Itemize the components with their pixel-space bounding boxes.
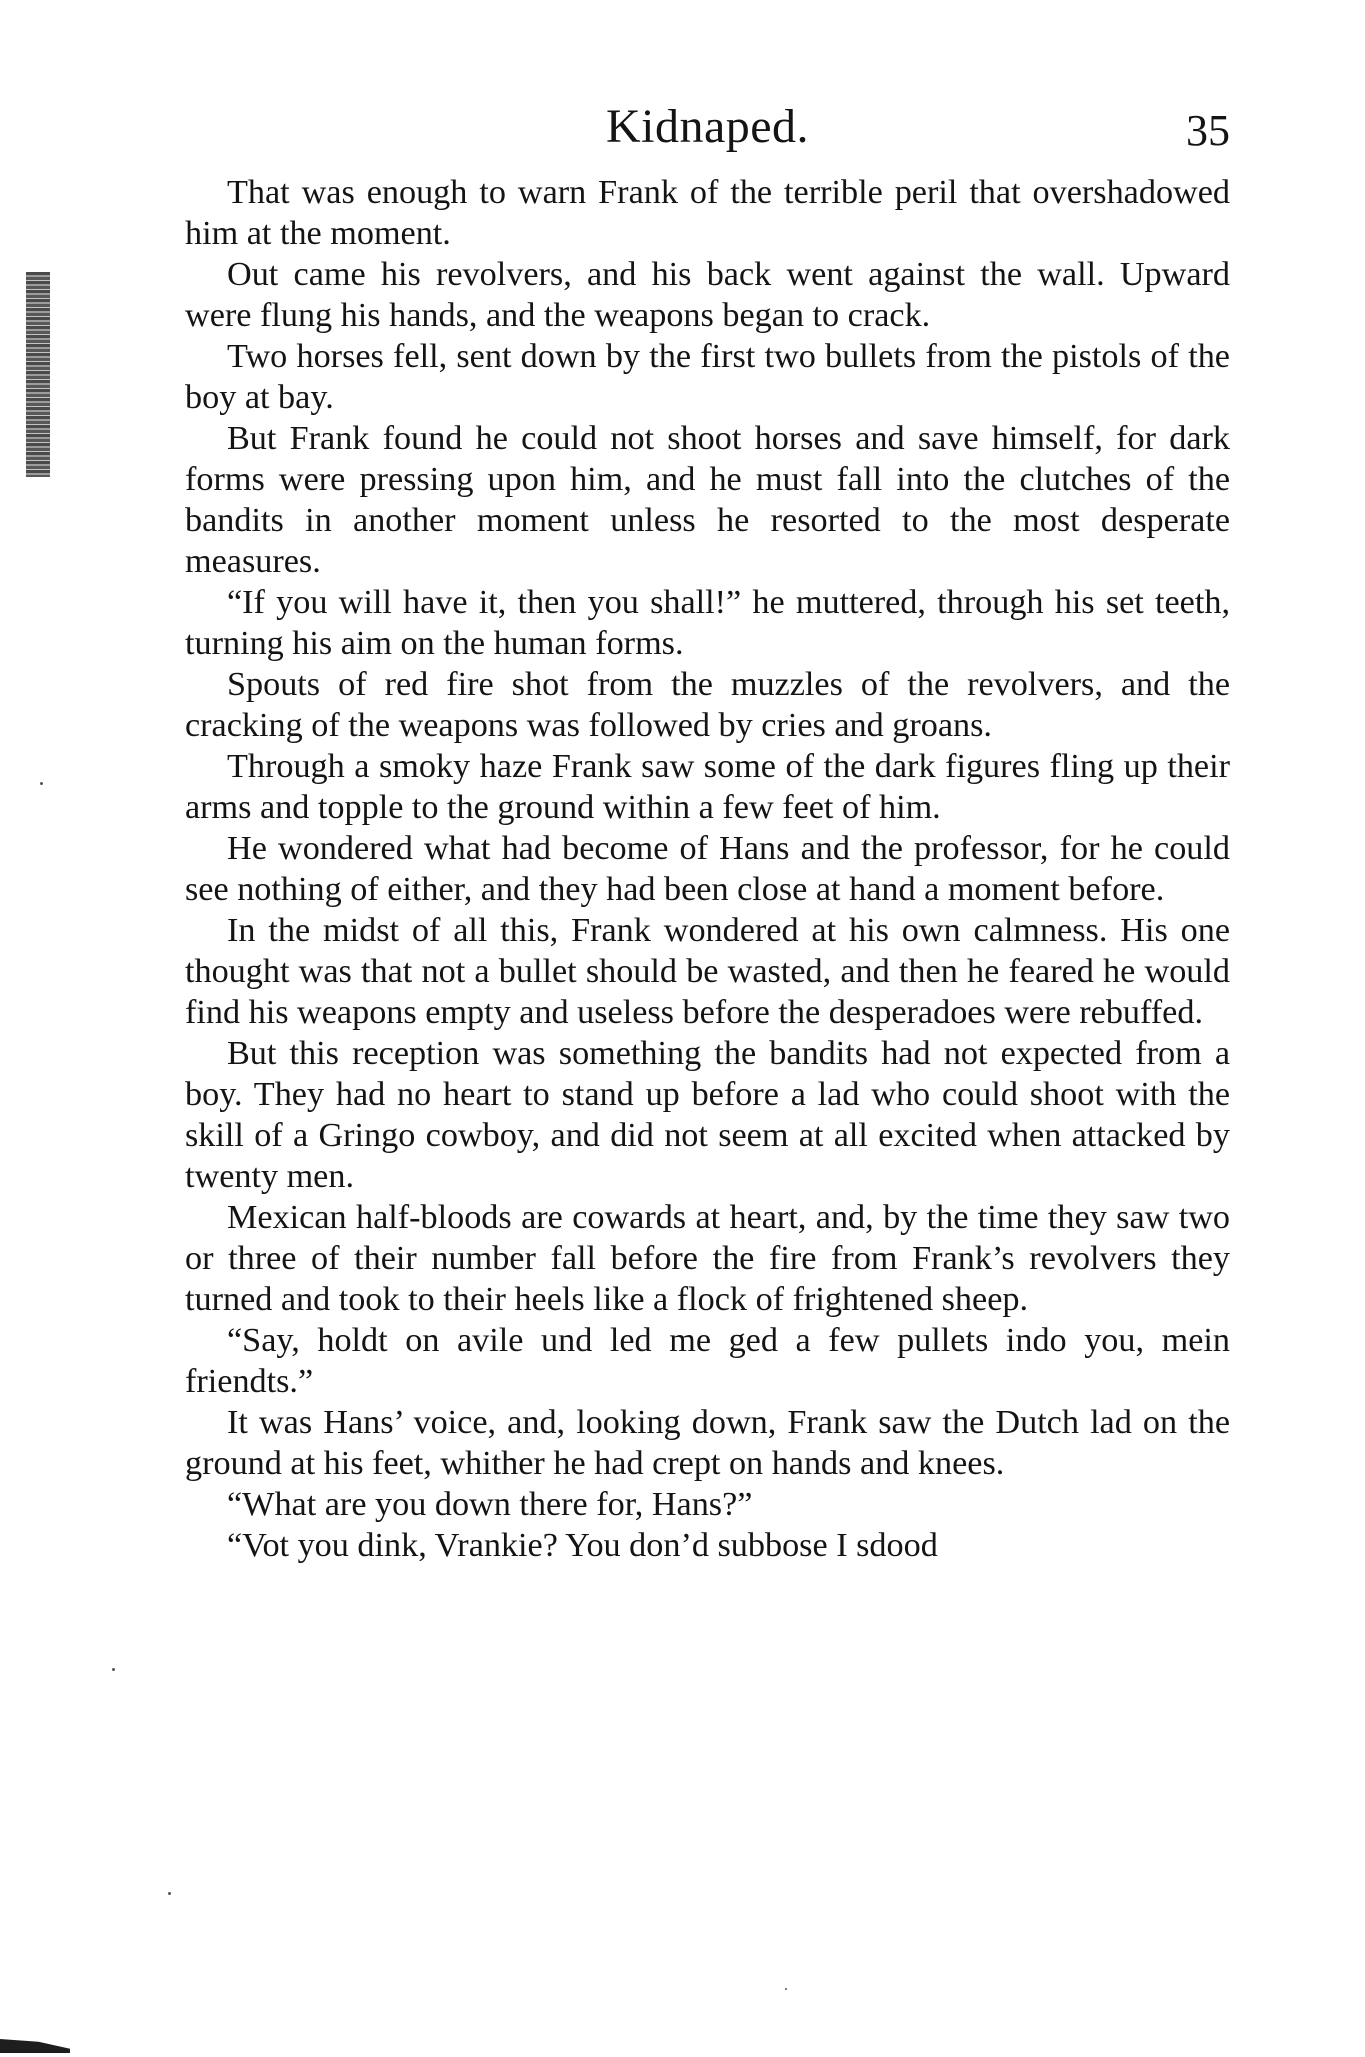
paragraph: That was enough to warn Frank of the terrible peril that overshadowed him at the moment.	[185, 174, 1230, 252]
running-title: Kidnaped.	[605, 100, 810, 153]
paragraph: Mexican half-bloods are cowards at heart, and, by the time they saw two or three of their number fall before the fire from Frank’s revolvers they turned and took to their heels like a flock of frightened sheep.	[185, 1199, 1230, 1318]
paragraph: Out came his revolvers, and his back went against the wall. Upward were flung his hands, and the weapons began to crack.	[185, 256, 1230, 334]
scan-speck	[40, 782, 43, 785]
page-number: 35	[1186, 106, 1230, 155]
paragraph: “Say, holdt on avile und led me ged a few pullets indo you, mein friendts.”	[185, 1322, 1230, 1400]
page-header	[185, 92, 1230, 162]
paragraph: Through a smoky haze Frank saw some of the dark figures fling up their arms and topple to the ground within a few feet of him.	[185, 748, 1230, 826]
scan-speck	[168, 1892, 171, 1895]
paragraph: In the midst of all this, Frank wondered at his own calmness. His one thought was that not a bullet should be wasted, and then he feared he would find his weapons empty and useless before the desperadoes were rebuffed.	[185, 912, 1230, 1031]
paragraph: Spouts of red fire shot from the muzzles of the revolvers, and the cracking of the weapons was followed by cries and groans.	[185, 666, 1230, 744]
paragraph: But Frank found he could not shoot horses and save himself, for dark forms were pressing upon him, and he must fall into the clutches of the bandits in another moment unless he resorted to the most desperate measures.	[185, 420, 1230, 580]
paragraph: It was Hans’ voice, and, looking down, Frank saw the Dutch lad on the ground at his feet, whither he had crept on hands and knees.	[185, 1404, 1230, 1482]
scan-speck	[785, 1988, 787, 1990]
paragraph: He wondered what had become of Hans and the professor, for he could see nothing of either, and they had been close at hand a moment before.	[185, 830, 1230, 908]
page-edge-mark	[0, 2039, 70, 2053]
binding-scan-mark	[26, 272, 50, 477]
scan-speck	[112, 1668, 115, 1671]
paragraph: Two horses fell, sent down by the first two bullets from the pistols of the boy at bay.	[185, 338, 1230, 416]
paragraph: But this reception was something the bandits had not expected from a boy. They had no heart to stand up before a lad who could shoot with the skill of a Gringo cowboy, and did not seem at all excited when attacked by twenty men.	[185, 1035, 1230, 1195]
paragraph: “If you will have it, then you shall!” he muttered, through his set teeth, turning his aim on the human forms.	[185, 584, 1230, 662]
paragraph: “What are you down there for, Hans?”	[227, 1486, 753, 1523]
body-text	[185, 172, 1230, 1566]
paragraph: “Vot you dink, Vrankie? You don’d subbose I sdood	[227, 1527, 938, 1564]
